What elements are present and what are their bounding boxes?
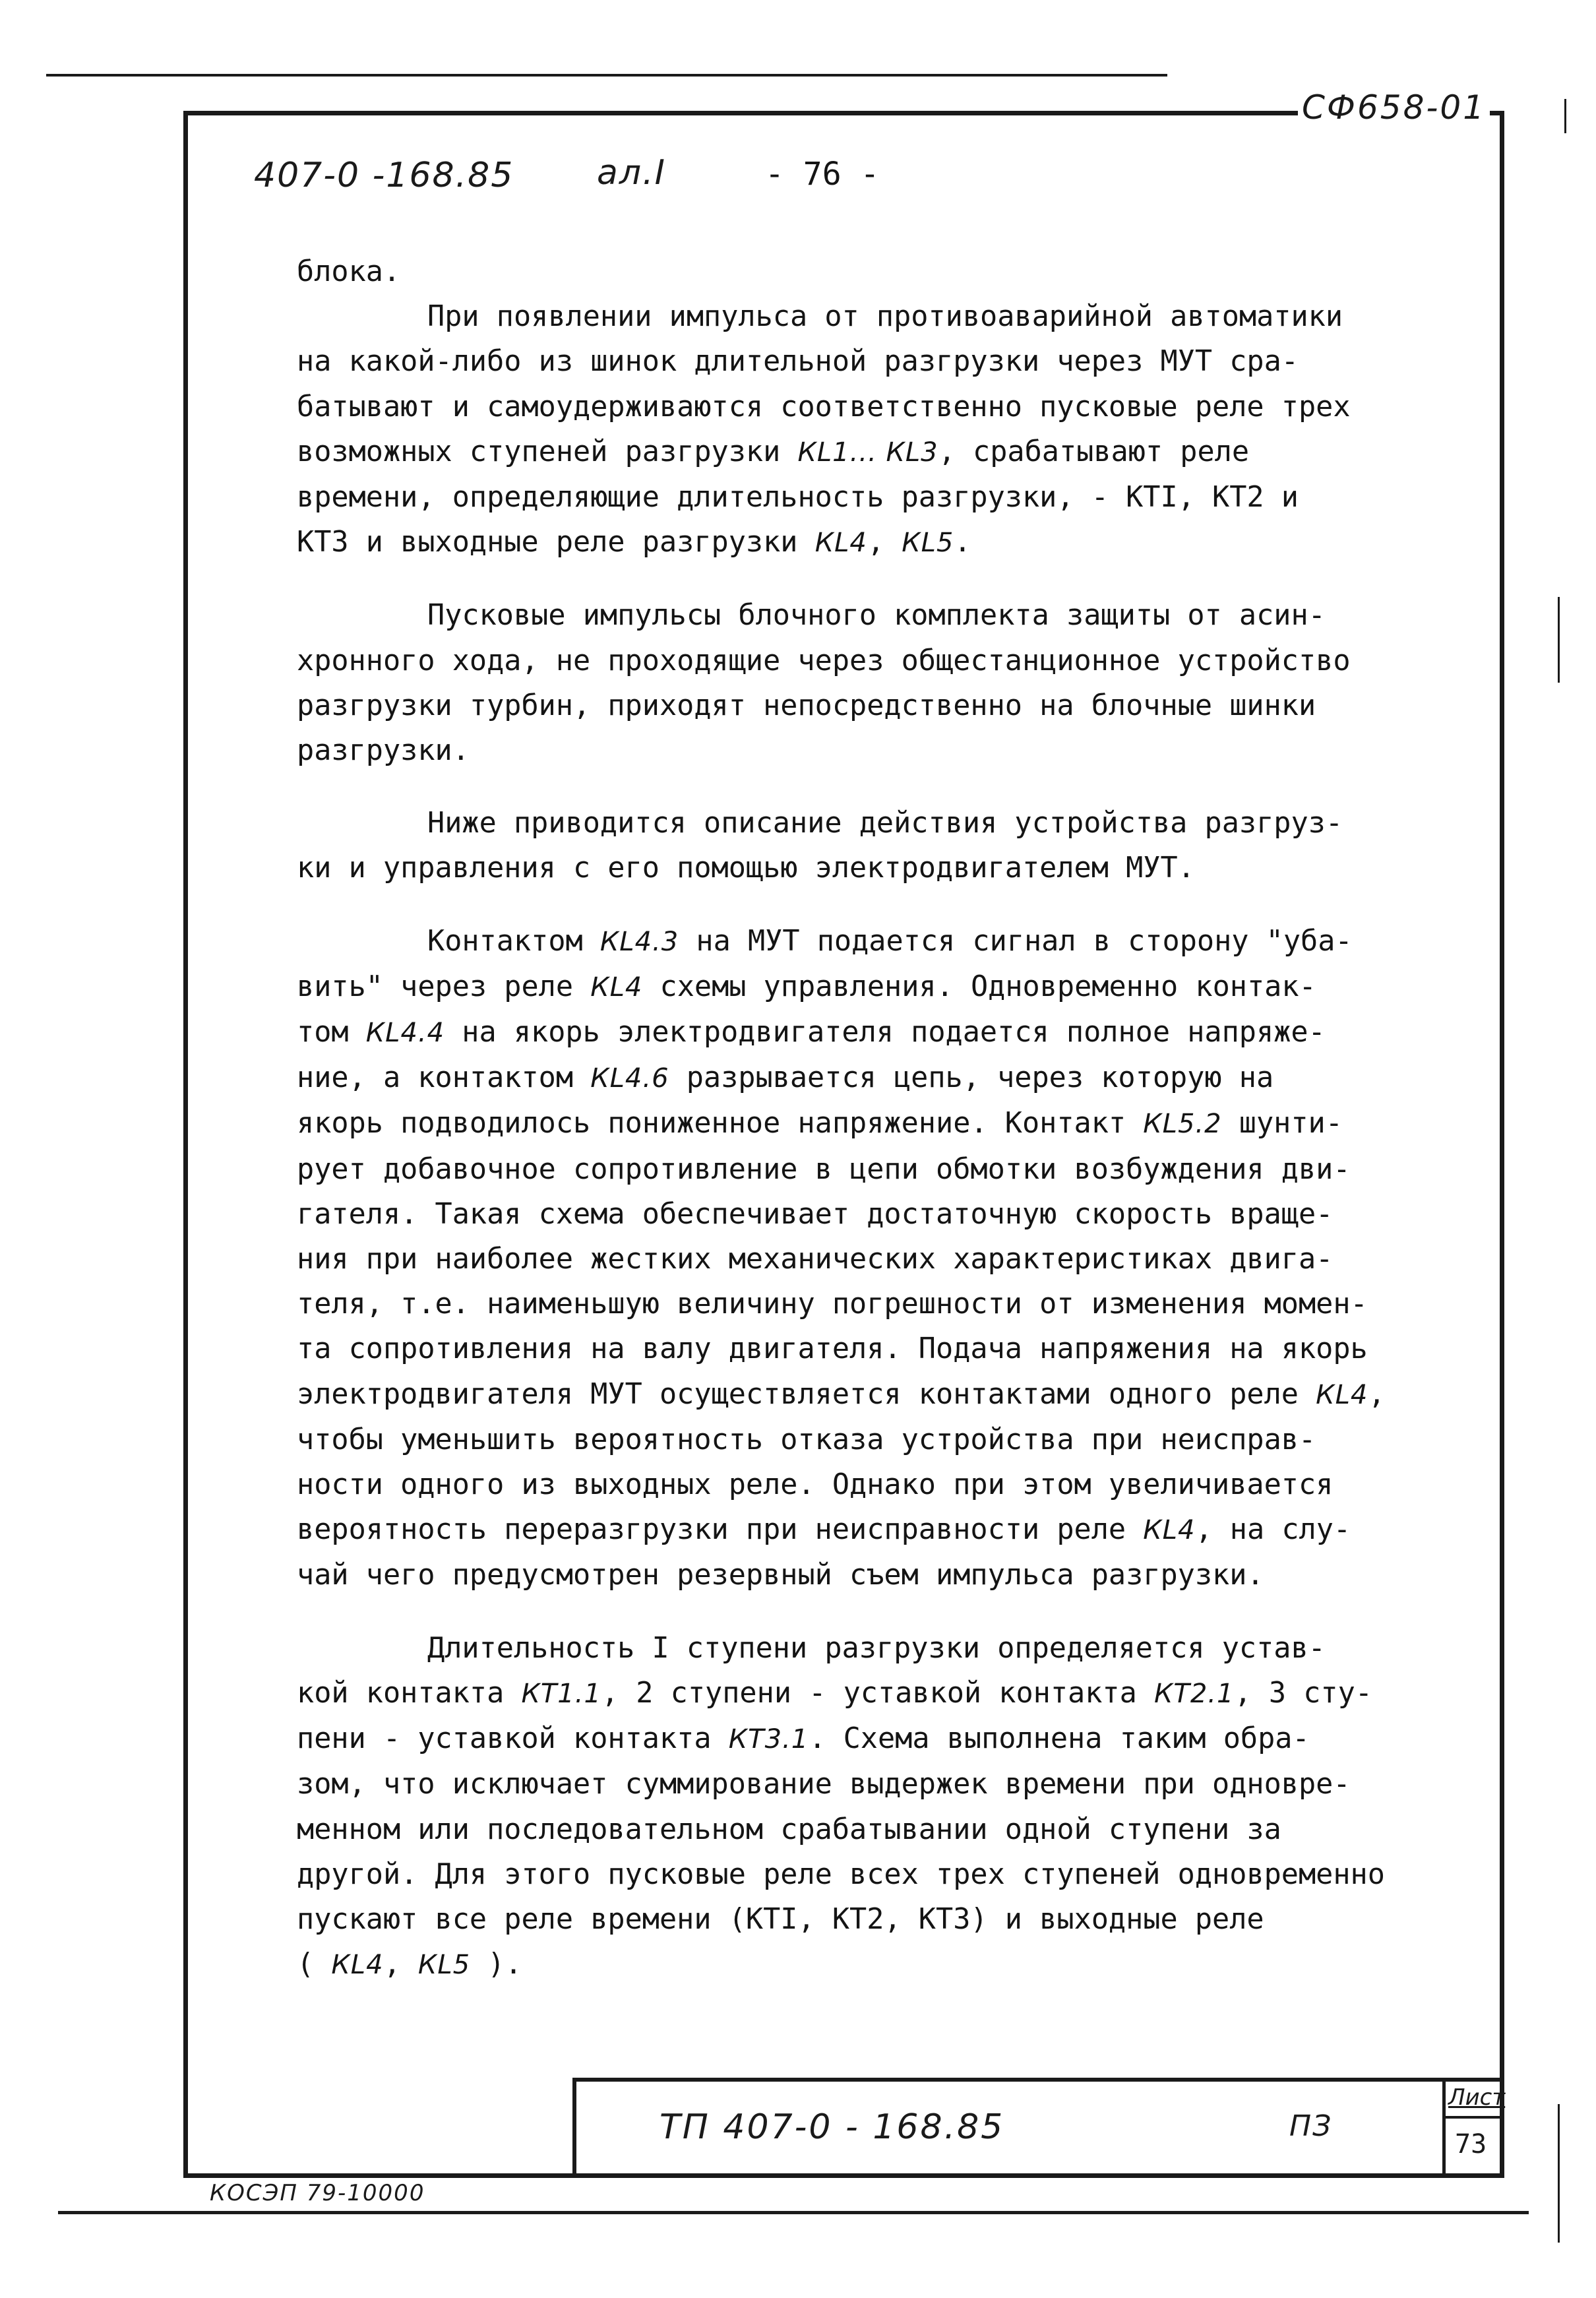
paragraph-3-line: разгрузки. bbox=[297, 734, 470, 768]
title-block-code: ТП 407-0 - 168.85 bbox=[660, 2107, 1005, 2147]
paragraph-5-line: ние, а контактом КL4.6 разрывается цепь, через которую на bbox=[297, 1061, 1274, 1095]
footer-form-stamp: КОСЭП 79-10000 bbox=[210, 2180, 425, 2206]
paragraph-5-line: рует добавочное сопротивление в цепи обмотки возбуждения дви- bbox=[297, 1152, 1351, 1186]
paragraph-6-line: другой. Для этого пусковые реле всех трех ступеней одновременно bbox=[297, 1857, 1385, 1891]
right-edge-mark-mid bbox=[1558, 597, 1560, 683]
paragraph-3-line: Пусковые импульсы блочного комплекта защиты от асин- bbox=[427, 599, 1326, 633]
paragraph-2-line: батывают и самоудерживаются соответственно пусковые реле трех bbox=[297, 390, 1351, 423]
paragraph-5-line: ния при наиболее жестких механических характеристиках двига- bbox=[297, 1243, 1334, 1276]
handwritten-relay-ref: КL4 bbox=[590, 972, 643, 1003]
paragraph-5-line: вить" через реле КL4 схемы управления. Одновременно контак- bbox=[297, 970, 1316, 1003]
paragraph-5-line: ности одного из выходных реле. Однако при этом увеличивается bbox=[297, 1468, 1334, 1502]
paragraph-1-line: блока. bbox=[297, 255, 401, 288]
paragraph-2-line: возможных ступеней разгрузки КL1... КL3, срабатывают реле bbox=[297, 435, 1250, 468]
handwritten-contact-ref: КL4.4 bbox=[365, 1018, 445, 1049]
sheet-number: 73 bbox=[1455, 2129, 1487, 2159]
paragraph-5-line: та сопротивления на валу двигателя. Подача напряжения на якорь bbox=[297, 1332, 1368, 1366]
sheet-cell-divider bbox=[1442, 2116, 1504, 2119]
paragraph-3-line: разгрузки турбин, приходят непосредственно на блочные шинки bbox=[297, 689, 1316, 722]
title-block-section: ПЗ bbox=[1289, 2109, 1333, 2143]
paragraph-5-line: чай чего предусмотрен резервный съем импульса разгрузки. bbox=[297, 1559, 1264, 1592]
handwritten-contact-ref: КТ3.1 bbox=[728, 1724, 809, 1755]
top-margin-rule bbox=[46, 74, 1167, 77]
paragraph-5-line: теля, т.е. наименьшую величину погрешности от изменения момен- bbox=[297, 1288, 1368, 1321]
handwritten-relay-ref: КL4 bbox=[814, 528, 867, 559]
handwritten-contact-ref: КL5.2 bbox=[1143, 1109, 1222, 1140]
paragraph-5-line: электродвигателя МУТ осуществляется контактами одного реле КL4, bbox=[297, 1377, 1386, 1411]
handwritten-contact-ref: КТ1.1 bbox=[521, 1678, 601, 1709]
paragraph-3-line: хронного хода, не проходящие через общестанционное устройство bbox=[297, 644, 1351, 677]
paragraph-5-line: якорь подводилось пониженное напряжение. Контакт КL5.2 шунти- bbox=[297, 1107, 1343, 1140]
sheet-label: Лист bbox=[1448, 2084, 1506, 2111]
paragraph-6-line: Длительность I ступени разгрузки определяется устав- bbox=[427, 1631, 1326, 1665]
paragraph-5-line: чтобы уменьшить вероятность отказа устройства при неисправ- bbox=[297, 1423, 1316, 1456]
paragraph-2-line: При появлении импульса от противоаварийной автоматики bbox=[427, 300, 1343, 334]
handwritten-relay-ref: КL4 bbox=[1316, 1379, 1368, 1410]
paragraph-4-line: ки и управления с его помощью электродвигателем МУТ. bbox=[297, 852, 1195, 885]
paragraph-6-line: менном или последовательном срабатывании одной ступени за bbox=[297, 1813, 1281, 1846]
right-edge-mark-bottom bbox=[1558, 2104, 1560, 2243]
paragraph-6-line: пускают все реле времени (КТI, КТ2, КТ3) и выходные реле bbox=[297, 1902, 1264, 1936]
paragraph-5-line: гателя. Такая схема обеспечивает достаточную скорость враще- bbox=[297, 1197, 1334, 1231]
handwritten-contact-ref: КL4.3 bbox=[599, 926, 679, 957]
header-page-number: - 76 - bbox=[765, 156, 880, 193]
handwritten-relay-ref: КL4 bbox=[1143, 1515, 1196, 1546]
handwritten-contact-ref: КL4.6 bbox=[590, 1063, 669, 1094]
paragraph-4-line: Ниже приводится описание действия устройства разгруз- bbox=[427, 807, 1343, 840]
paragraph-6-line: зом, что исключает суммирование выдержек времени при одновре- bbox=[297, 1768, 1351, 1801]
paragraph-6-line: пени - уставкой контакта КТ3.1. Схема выполнена таким обра- bbox=[297, 1722, 1310, 1756]
paragraph-5-line: Контактом КL4.3 на МУТ подается сигнал в сторону "уба- bbox=[427, 924, 1353, 958]
document-stamp-code: СФ658-01 bbox=[1298, 88, 1490, 127]
header-album: ал.I bbox=[597, 153, 666, 193]
handwritten-relay-ref: КL5 bbox=[902, 528, 954, 559]
body-text bbox=[297, 249, 1504, 1987]
paragraph-2-line: на какой-либо из шинок длительной разгрузки через МУТ сра- bbox=[297, 345, 1299, 379]
paragraph-2-line: КТ3 и выходные реле разгрузки КL4, КL5. bbox=[297, 526, 971, 559]
paragraph-5-line: том КL4.4 на якорь электродвигателя подается полное напряже- bbox=[297, 1016, 1326, 1049]
header-doc-number: 407-0 -168.85 bbox=[254, 156, 514, 195]
paragraph-5-line: вероятность переразгрузки при неисправности реле КL4, на слу- bbox=[297, 1513, 1351, 1547]
right-edge-mark-top bbox=[1564, 99, 1566, 133]
handwritten-contact-ref: КТ2.1 bbox=[1153, 1678, 1235, 1709]
paragraph-2-line: времени, определяющие длительность разгрузки, - КТI, КТ2 и bbox=[297, 481, 1299, 514]
bottom-margin-rule bbox=[58, 2211, 1529, 2214]
handwritten-relay-ref: КL1... КL3 bbox=[797, 437, 938, 468]
paragraph-6-line: кой контакта КТ1.1, 2 ступени - уставкой контакта КТ2.1, 3 сту- bbox=[297, 1676, 1372, 1710]
handwritten-relay-ref: КL4 bbox=[331, 1950, 384, 1981]
paragraph-6-line: ( КL4, КL5 ). bbox=[297, 1948, 522, 1981]
handwritten-relay-ref: КL5 bbox=[417, 1950, 471, 1981]
